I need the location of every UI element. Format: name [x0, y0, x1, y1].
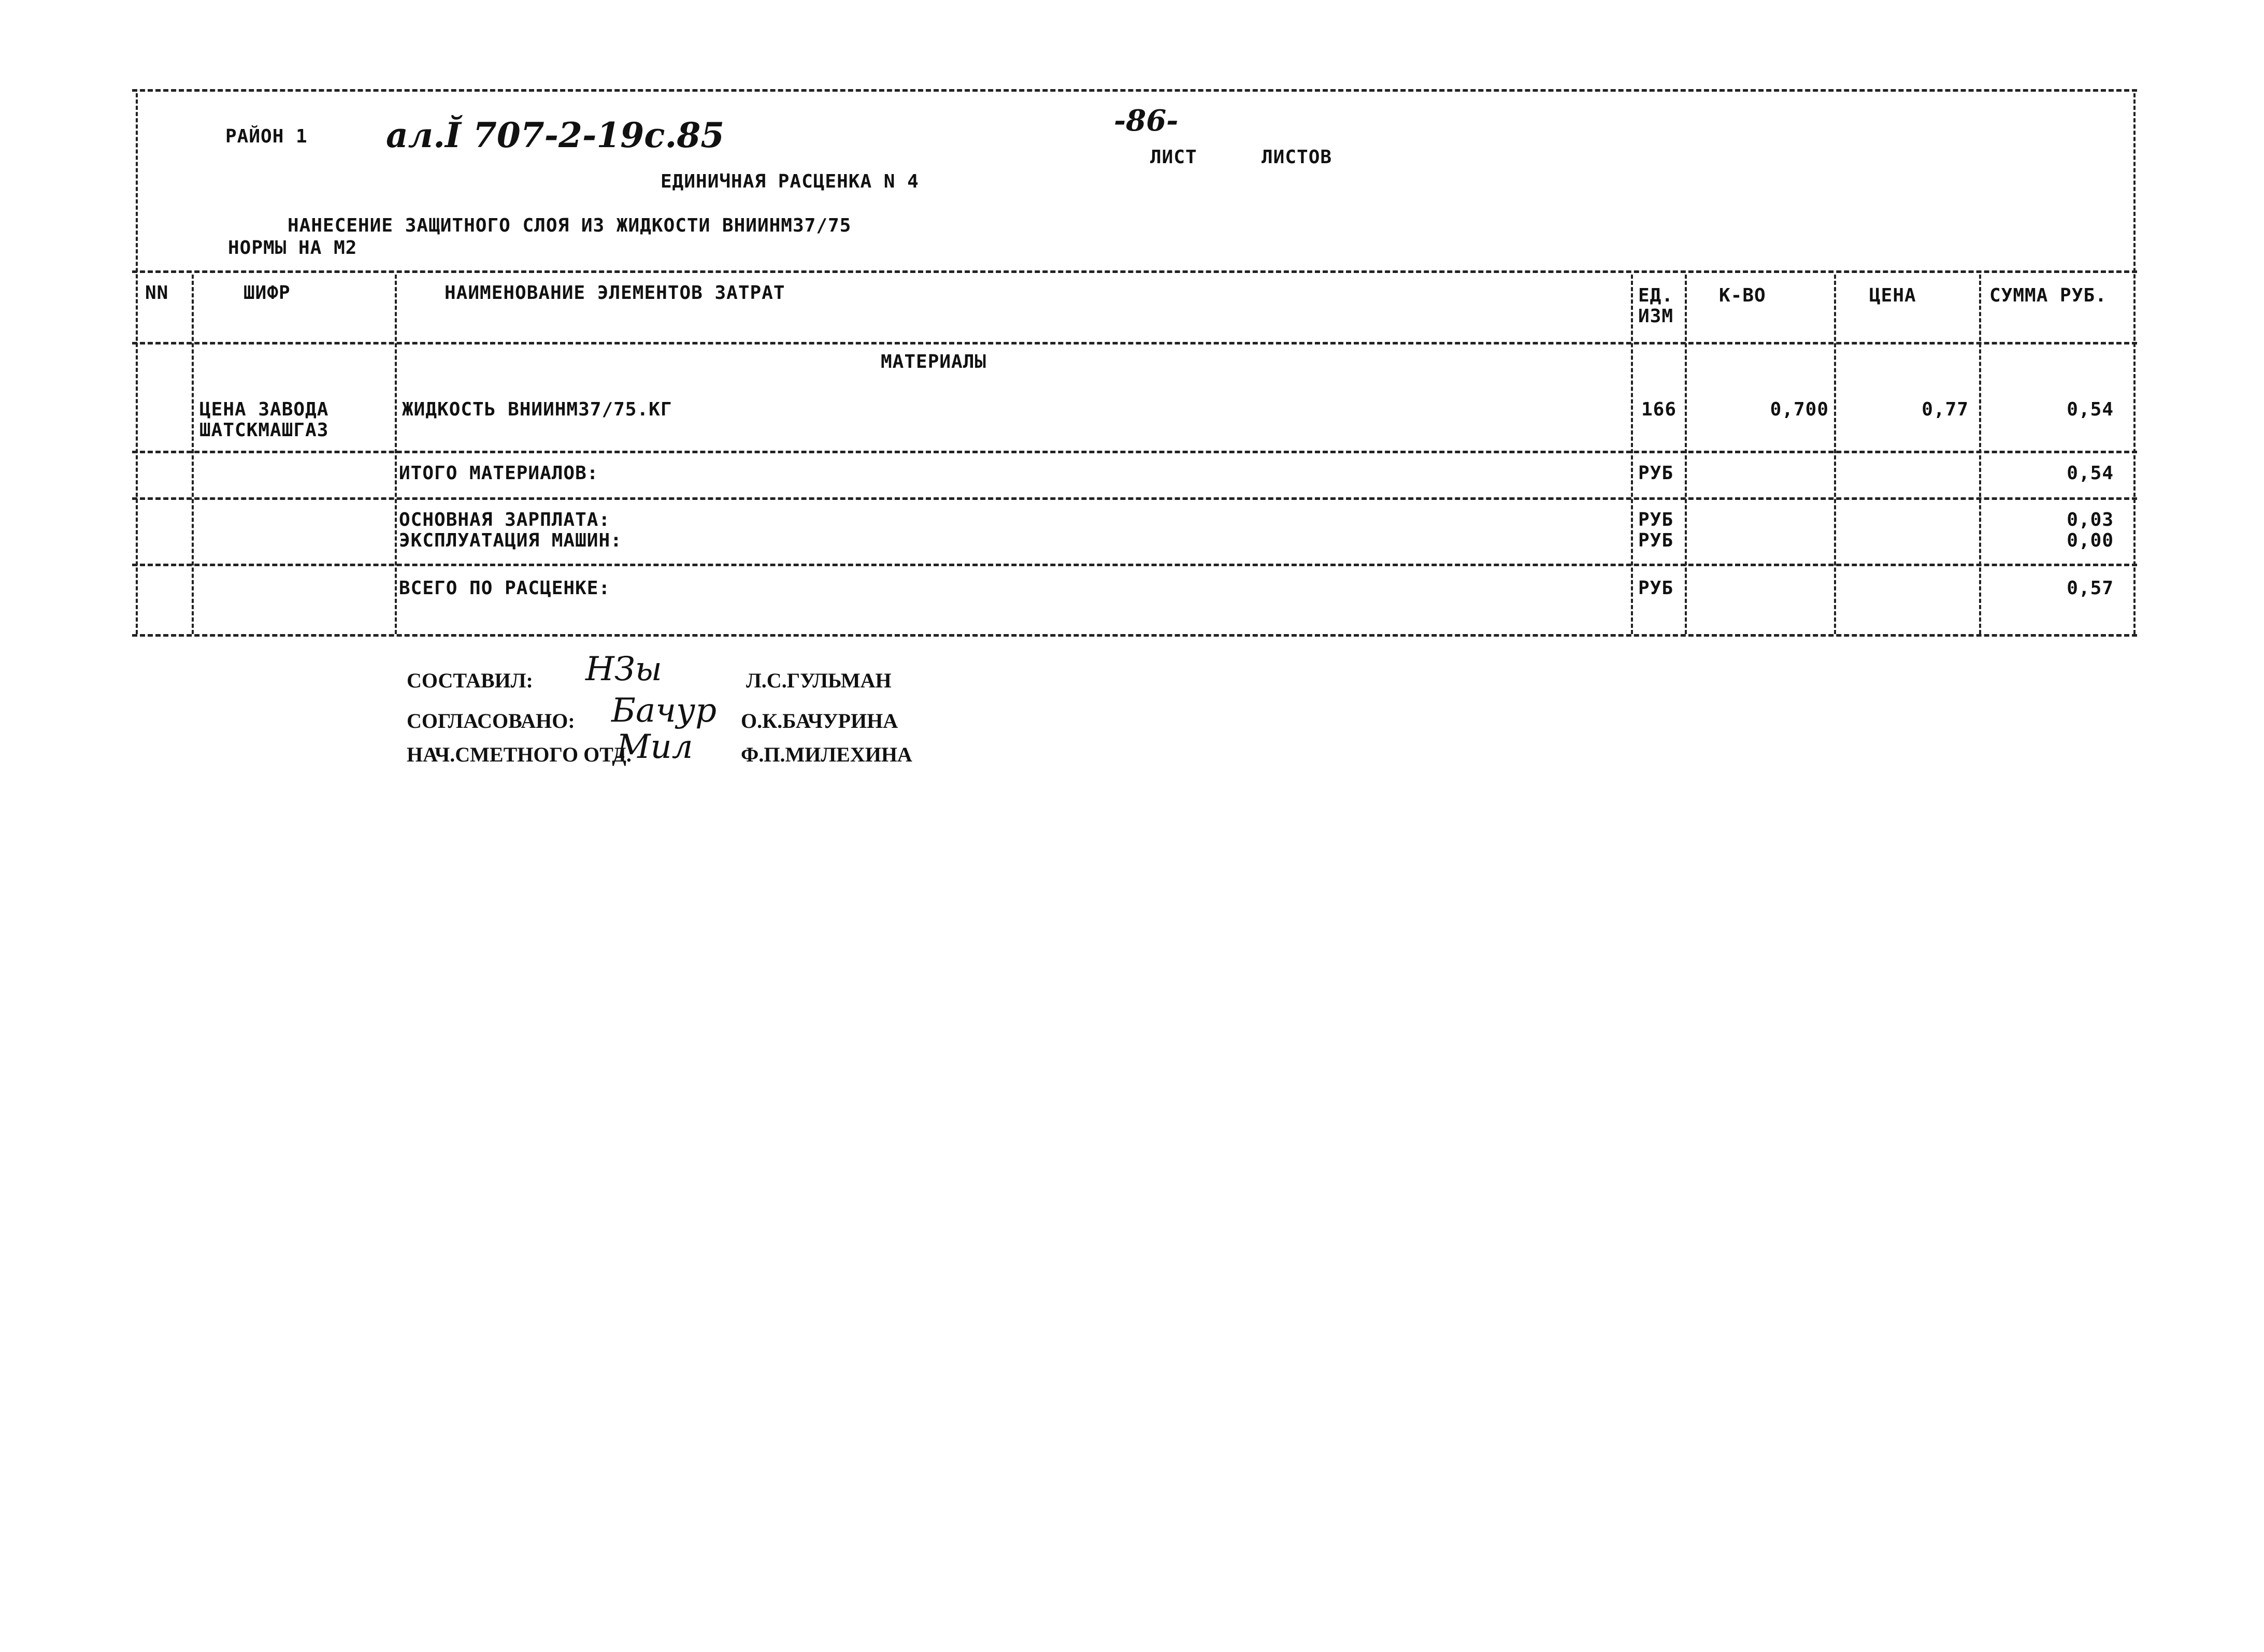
material-code-line-2: ШАТСКМАШГАЗ	[199, 420, 329, 441]
district-label: РАЙОН 1	[225, 126, 308, 147]
salary-sum: 0,03	[2067, 509, 2114, 530]
album-reference: ал.Ĭ 707-2-19с.85	[386, 115, 725, 155]
header-bottom-line	[132, 270, 2137, 273]
col-price-header: ЦЕНА	[1869, 285, 1916, 306]
col-unit-header-2: ИЗМ	[1638, 306, 1674, 327]
head-label: НАЧ.СМЕТНОГО ОТД.	[407, 743, 632, 766]
col-name-border	[1631, 275, 1633, 634]
material-price: 0,77	[1922, 399, 1969, 420]
grand-total-unit: РУБ	[1638, 578, 1674, 599]
col-nn-header: NN	[145, 282, 169, 304]
machines-unit: РУБ	[1638, 530, 1674, 551]
col-price-border	[1979, 275, 1981, 634]
material-qty: 0,700	[1770, 399, 1829, 420]
col-qty-header: К-ВО	[1719, 285, 1766, 306]
salary-label: ОСНОВНАЯ ЗАРПЛАТА:	[399, 509, 611, 530]
frame-top-line	[132, 89, 2137, 92]
table-bottom-line	[132, 634, 2137, 637]
materials-bottom-line	[132, 451, 2137, 453]
agreed-signature: Бачур	[611, 692, 717, 730]
frame-left-border	[136, 93, 138, 634]
head-name: Ф.П.МИЛЕХИНА	[741, 743, 912, 766]
materials-total-bottom-line	[132, 497, 2137, 500]
col-code-header: ШИФР	[243, 282, 291, 304]
materials-total-unit: РУБ	[1638, 463, 1674, 484]
col-name-header: НАИМЕНОВАНИЕ ЭЛЕМЕНТОВ ЗАТРАТ	[445, 282, 785, 304]
grand-total-label: ВСЕГО ПО РАСЦЕНКЕ:	[399, 578, 611, 599]
salary-bottom-line	[132, 564, 2137, 566]
machines-sum: 0,00	[2067, 530, 2114, 551]
materials-total-label: ИТОГО МАТЕРИАЛОВ:	[399, 463, 599, 484]
col-qty-border	[1834, 275, 1836, 634]
col-sum-header: СУММА РУБ.	[1989, 285, 2107, 306]
salary-unit: РУБ	[1638, 509, 1674, 530]
sheets-label: ЛИСТОВ	[1262, 147, 1332, 168]
agreed-name: О.К.БАЧУРИНА	[741, 709, 898, 732]
compiled-signature: НЗы	[585, 650, 662, 688]
material-name: ЖИДКОСТЬ ВНИИНМ37/75.КГ	[402, 399, 672, 420]
material-code-line-1: ЦЕНА ЗАВОДА	[199, 399, 329, 420]
col-unit-header: ЕД.	[1638, 285, 1674, 306]
materials-total-sum: 0,54	[2067, 463, 2114, 484]
head-signature: Мил	[617, 728, 693, 766]
agreed-label: СОГЛАСОВАНО:	[407, 709, 575, 732]
compiled-label: СОСТАВИЛ:	[407, 669, 533, 692]
grand-total-sum: 0,57	[2067, 578, 2114, 599]
col-nn-border	[192, 275, 194, 634]
col-code-border	[395, 275, 397, 634]
material-unit: 166	[1641, 399, 1677, 420]
material-sum: 0,54	[2067, 399, 2114, 420]
work-description: НАНЕСЕНИЕ ЗАЩИТНОГО СЛОЯ ИЗ ЖИДКОСТИ ВНИИНМ37/75	[288, 215, 852, 236]
compiled-name: Л.С.ГУЛЬМАН	[746, 669, 892, 692]
document-title: ЕДИНИЧНАЯ РАСЦЕНКА N 4	[661, 171, 919, 192]
col-unit-border	[1685, 275, 1687, 634]
sheet-label: ЛИСТ	[1150, 147, 1197, 168]
frame-right-border	[2133, 93, 2136, 634]
norms-unit: НОРМЫ НА М2	[228, 237, 357, 258]
page-number: -86-	[1114, 104, 1179, 138]
columns-bottom-line	[132, 342, 2137, 344]
section-title: МАТЕРИАЛЫ	[881, 351, 987, 372]
machines-label: ЭКСПЛУАТАЦИЯ МАШИН:	[399, 530, 622, 551]
